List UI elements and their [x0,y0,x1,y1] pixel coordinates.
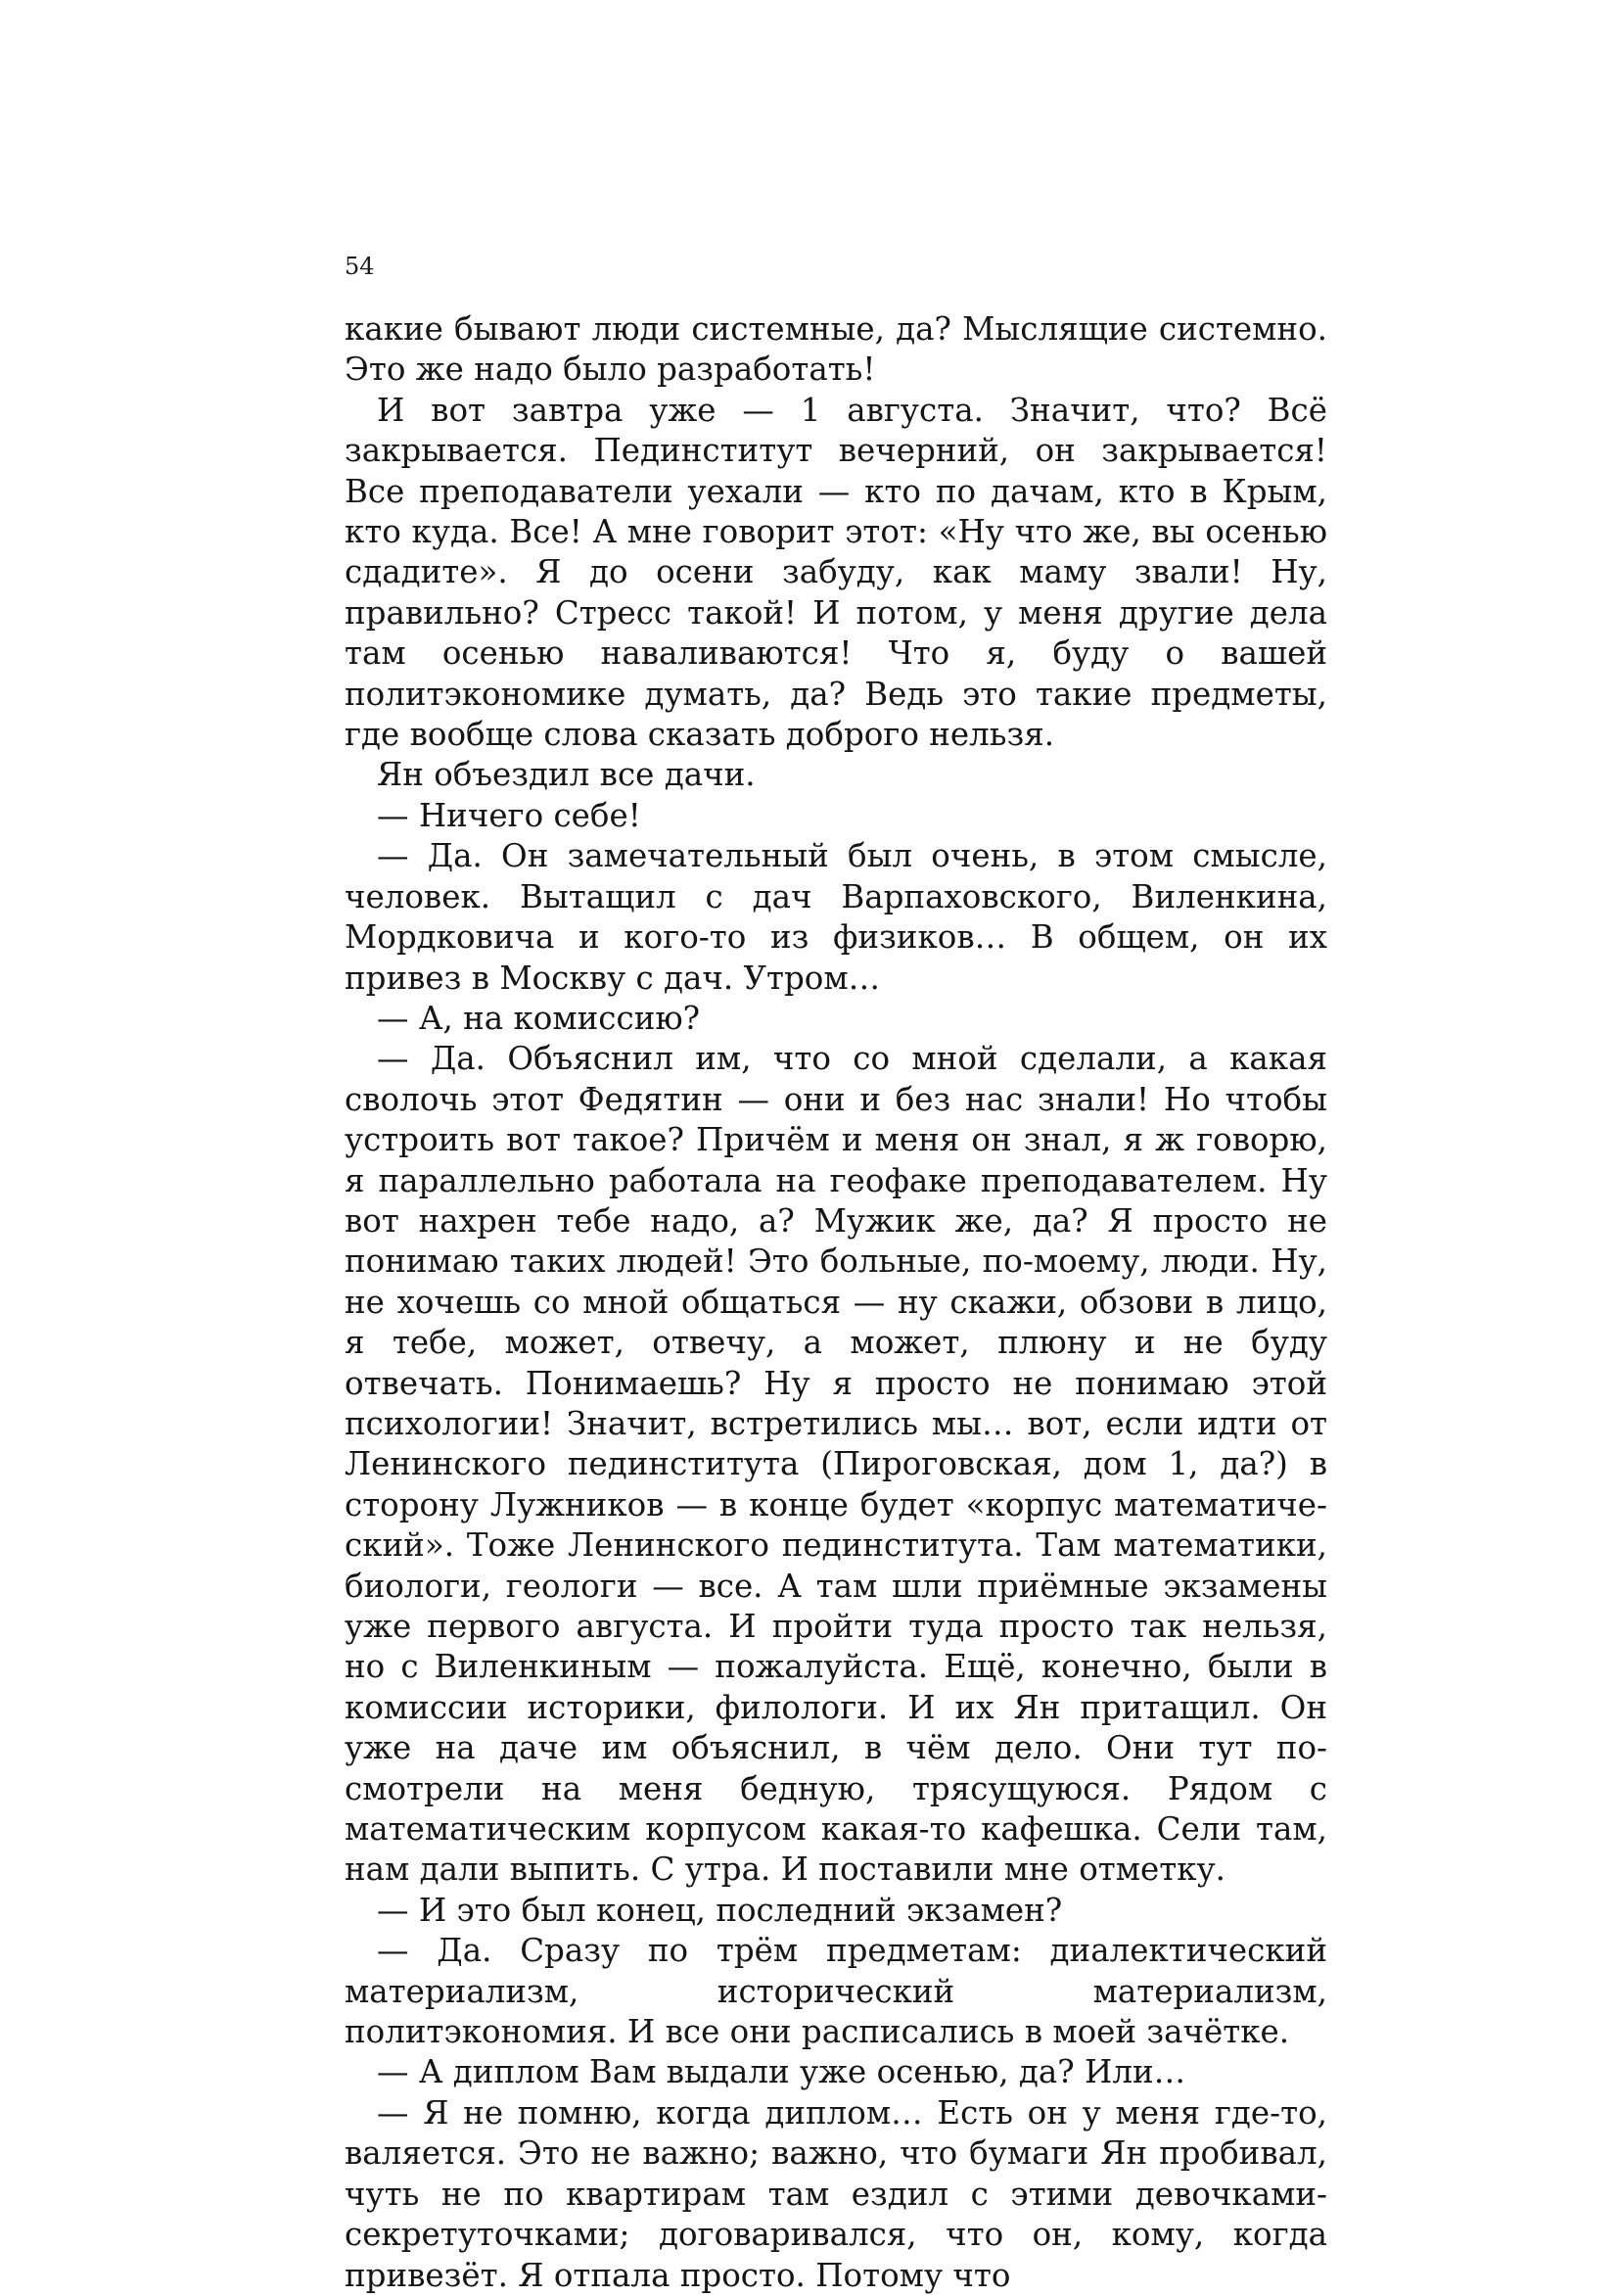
paragraph: Ян объездил все дачи. [377,756,756,794]
page-text [345,309,1327,2296]
paragraph: — И это был конец, последний экзамен? [377,1891,1063,1929]
paragraph: — А диплом Вам выдали уже осенью, да? Или… [377,2053,1186,2091]
paragraph: — Да. Объяснил им, что со мной сделали, а какая сволочь этот Федятин — они и без нас знали! Но чтобы устроить вот такое? Причём и меня он знал, я ж говорю, я параллельно работала на геофаке преподавателем. Ну вот нахрен тебе надо, а? Мужик же, да? Я просто не понимаю таких людей! Это больные, по-моему, люди. Ну, не хочешь со мной общаться — ну скажи, обзови в лицо, я тебе, может, отвечу, а может, плюну и не буду отвечать. Понимаешь? Ну я просто не понимаю этой психологии! Значит, встретились мы… вот, если идти от Ленинского пединститута (Пироговская, дом 1, да?) в сторону Лужников — в конце будет «корпус математический». Тоже Ленинского пединститута. Там математики, биологи, геологи — все. А там шли приёмные экзамены уже первого августа. И пройти туда просто так нельзя, но с Виленкиным — пожалуйста. Ещё, конечно, были в комиссии историки, филологи. И их Ян притащил. Он уже на даче им объяснил, в чём дело. Они тут посмотрели на меня бедную, трясущуюся. Рядом с математическим корпусом какая-то кафешка. Сели там, нам дали выпить. С утра. И поставили мне отметку. [345,1040,1327,1889]
paragraph: какие бывают люди системные, да? Мыслящие системно. Это же надо было разработать! [345,310,1327,389]
paragraph: — Я не помню, когда диплом… Есть он у меня где-то, валяется. Это не важно; важно, что бумаги Ян пробивал, чуть не по квартирам там ездил с этими девочками-секретуточками; договаривался, что он, кому, когда привезёт. Я отпала просто. Потому что [345,2093,1327,2294]
paragraph: — Ничего себе! [377,796,641,834]
paragraph: — А, на комиссию? [377,999,701,1037]
paragraph: — Да. Сразу по трём предметам: диалектический материализм, исторический материализм, политэкономия. И все они расписались в моей зачётке. [345,1932,1327,2051]
paragraph: И вот завтра уже — 1 августа. Значит, что? Всё закрывается. Пединститут вечерний, он закрывается! Все преподаватели уехали — кто по дачам, кто в Крым, кто куда. Все! А мне говорит этот: «Ну что же, вы осенью сдадите». Я до осени забуду, как маму звали! Ну, правильно? Стресс такой! И потом, у меня другие дела там осенью наваливаются! Что я, буду о вашей политэкономике думать, да? Ведь это такие предметы, где вообще слова сказать доброго нельзя. [345,391,1327,754]
page-number: 54 [345,253,375,280]
paragraph: — Да. Он замечательный был очень, в этом смысле, человек. Вытащил с дач Варпаховского, Виленкина, Мордковича и кого-то из физиков… В общем, он их привез в Москву с дач. Утром… [345,837,1327,997]
